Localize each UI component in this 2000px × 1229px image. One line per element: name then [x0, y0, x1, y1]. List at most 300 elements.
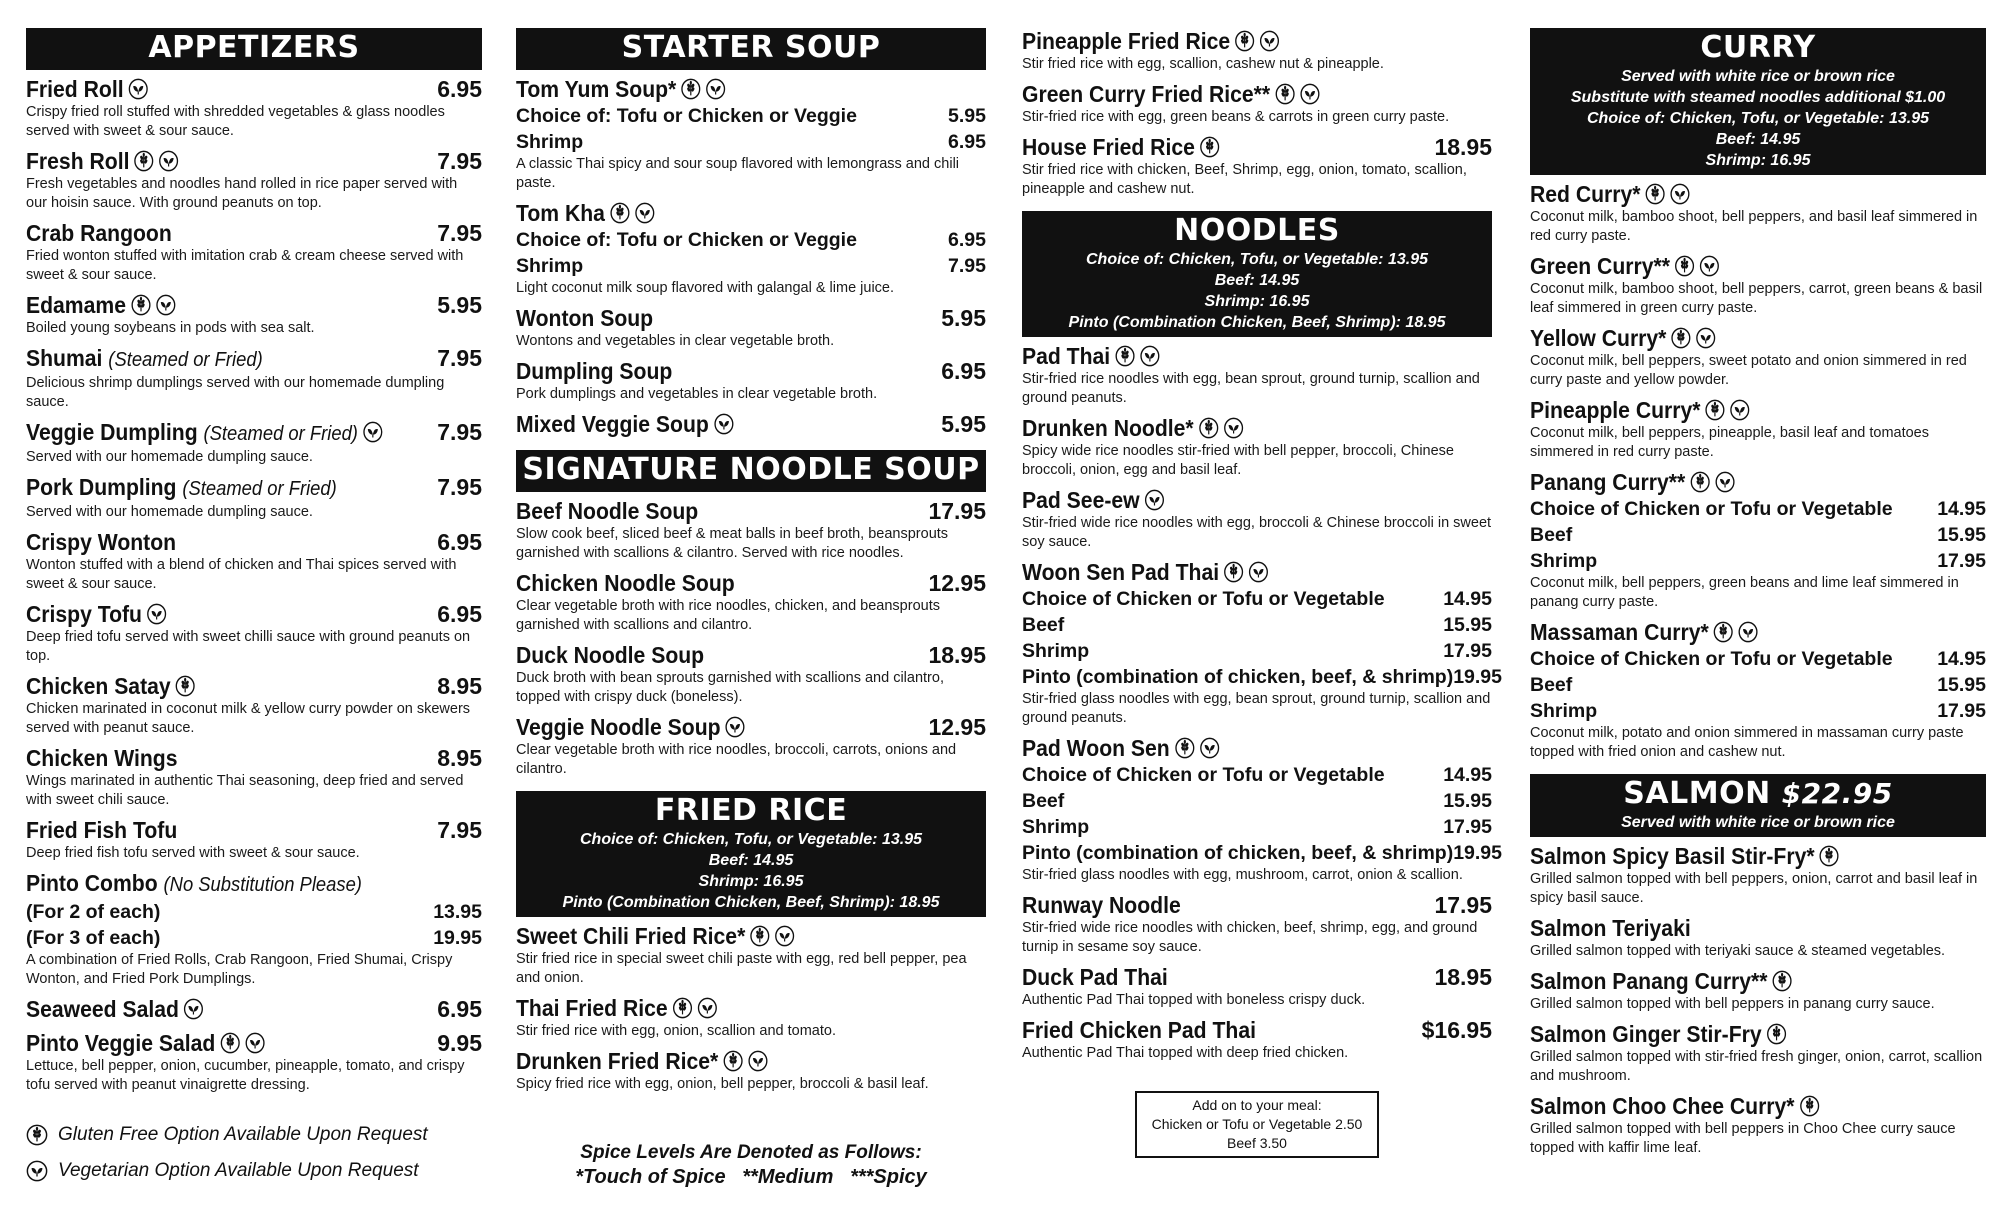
item-name: Duck Noodle Soup	[516, 642, 705, 668]
item-description: Served with our homemade dumpling sauce.	[26, 449, 313, 465]
item-description: Stir fried rice with chicken, Beef, Shrimp, egg, onion, tomato, scallion, pineapple and cashew nut.	[1022, 162, 1467, 197]
item-description: Lettuce, bell pepper, onion, cucumber, pineapple, tomato, and crispy tofu served with peanut vinaigrette dressing.	[26, 1058, 465, 1093]
option-label: Choice of: Tofu or Chicken or Veggie	[516, 229, 857, 251]
item-description: Fried wonton stuffed with imitation crab & cream cheese served with sweet & sour sauce.	[26, 248, 464, 283]
item-description: Slow cook beef, sliced beef & meat balls in beef broth, beansprouts garnished with scallions & cilantro. Served with rice noodles.	[516, 526, 949, 561]
item-name: Panang Curry**	[1530, 469, 1686, 495]
item-description: Stir fried rice with egg, scallion, cashew nut & pineapple.	[1022, 56, 1384, 72]
option-price: 13.95	[433, 901, 482, 923]
menu-item	[516, 200, 986, 298]
item-name: Veggie Noodle Soup	[516, 714, 721, 740]
item-description: Fresh vegetables and noodles hand rolled in rice paper served with our hoisin sauce. With ground peanuts on top.	[26, 176, 458, 211]
menu-item	[516, 570, 986, 635]
item-name: Woon Sen Pad Thai	[1022, 559, 1220, 585]
item-price: 7.95	[437, 148, 482, 174]
leaf-icon	[1140, 345, 1160, 367]
leaf-icon	[1699, 255, 1719, 277]
item-price: 18.95	[1434, 134, 1492, 160]
salmon-header	[1530, 774, 1986, 837]
item-note: (Steamed or Fried)	[108, 349, 263, 371]
wheat-icon	[1224, 561, 1244, 583]
item-description: Coconut milk, bell peppers, green beans and lime leaf simmered in panang curry paste.	[1530, 575, 1959, 610]
menu-item	[26, 745, 482, 810]
item-price: 7.95	[437, 817, 482, 843]
item-name: Tom Kha	[516, 200, 605, 226]
item-name: Sweet Chili Fried Rice*	[516, 923, 746, 949]
wheat-icon	[672, 997, 692, 1019]
item-description: Authentic Pad Thai topped with boneless crispy duck.	[1022, 992, 1366, 1008]
option-price: 14.95	[1443, 588, 1492, 610]
option-price: 15.95	[1937, 674, 1986, 696]
item-description: Wings marinated in authentic Thai seasoning, deep fried and served with sweet chili sauce.	[26, 773, 464, 808]
item-name: Fried Chicken Pad Thai	[1022, 1017, 1256, 1043]
wheat-icon	[723, 1050, 743, 1072]
item-description: Grilled salmon topped with bell peppers in Choo Chee curry sauce topped with kaffir lime leaf.	[1530, 1121, 1956, 1156]
item-name: Chicken Noodle Soup	[516, 570, 735, 596]
noodles-price-line: Pinto (Combination Chicken, Beef, Shrimp): 18.95	[1068, 314, 1446, 331]
add-on-option: Beef 3.50	[1227, 1135, 1287, 1151]
fried-rice-price-line: Choice of: Chicken, Tofu, or Vegetable: 13.95	[580, 831, 922, 848]
option-price: 19.95	[1453, 666, 1503, 688]
starter-soup-title: STARTER SOUP	[621, 30, 881, 65]
wheat-icon	[1198, 417, 1218, 439]
option-label: Beef	[1022, 614, 1065, 636]
option-price: 17.95	[1443, 816, 1492, 838]
wheat-icon	[1645, 183, 1665, 205]
item-price: 6.95	[437, 529, 482, 555]
menu-item	[26, 817, 482, 863]
wheat-icon	[750, 925, 770, 947]
item-name: Dumpling Soup	[516, 358, 673, 384]
menu-item	[516, 1048, 986, 1094]
item-name: Runway Noodle	[1022, 892, 1181, 918]
item-name: Shumai	[26, 345, 103, 371]
option-label: Pinto (combination of chicken, beef, & shrimp)	[1022, 666, 1454, 688]
leaf-icon	[1300, 83, 1320, 105]
add-on-option: Chicken or Tofu or Vegetable 2.50	[1151, 1116, 1363, 1132]
item-price: 6.95	[941, 358, 986, 384]
noodles-price-line: Choice of: Chicken, Tofu, or Vegetable: 13.95	[1086, 251, 1428, 268]
noodles-price-line: Shrimp: 16.95	[1204, 293, 1310, 310]
option-label: Shrimp	[516, 131, 584, 153]
menu-item	[1530, 968, 1986, 1014]
menu-item	[1022, 735, 1503, 885]
menu-item	[26, 529, 482, 594]
signature-noodle-soup-title: SIGNATURE NOODLE SOUP	[522, 452, 980, 487]
noodles-header	[1022, 211, 1492, 337]
item-description: Stir fried rice in special sweet chili paste with egg, red bell pepper, pea and onion.	[516, 951, 967, 986]
column-appetizers	[26, 28, 482, 1189]
leaf-icon	[245, 1032, 265, 1054]
wheat-icon	[1275, 83, 1295, 105]
spice-levels-title: Spice Levels Are Denoted as Follows:	[580, 1142, 922, 1163]
item-note: (Steamed or Fried)	[203, 423, 358, 445]
starter-soup-header	[516, 28, 986, 70]
column-rice-noodles	[1022, 28, 1503, 1158]
wheat-icon	[1235, 30, 1255, 52]
item-description: Coconut milk, potato and onion simmered in massaman curry paste topped with fried onion and cashew nut.	[1530, 725, 1964, 760]
legend-vegetarian: Vegetarian Option Available Upon Request	[58, 1160, 419, 1181]
option-label: Choice of Chicken or Tofu or Vegetable	[1022, 764, 1385, 786]
item-name: Seaweed Salad	[26, 996, 179, 1022]
leaf-icon	[159, 150, 179, 172]
fried-rice-title: FRIED RICE	[654, 793, 848, 828]
leaf-icon	[1738, 621, 1758, 643]
item-name: Pineapple Curry*	[1530, 397, 1701, 423]
leaf-icon	[748, 1050, 768, 1072]
leaf-icon	[634, 202, 654, 224]
menu-item	[26, 345, 482, 412]
option-price: 5.95	[948, 105, 986, 127]
item-price: 18.95	[928, 642, 986, 668]
leaf-icon	[147, 603, 167, 625]
option-price: 17.95	[1937, 550, 1986, 572]
fried-rice-price-line: Pinto (Combination Chicken, Beef, Shrimp): 18.95	[562, 894, 940, 911]
item-name: Massaman Curry*	[1530, 619, 1709, 645]
item-price: 7.95	[437, 474, 482, 500]
item-price: 17.95	[928, 498, 986, 524]
item-description: Stir-fried wide rice noodles with chicken, beef, shrimp, egg, and ground turnip in sesame soy sauce.	[1022, 920, 1478, 955]
item-name: Thai Fried Rice	[516, 995, 668, 1021]
item-description: Served with our homemade dumpling sauce.	[26, 504, 313, 520]
item-name: Pinto Veggie Salad	[26, 1030, 216, 1056]
option-label: Beef	[1530, 524, 1573, 546]
menu-item	[1530, 181, 1986, 246]
menu-item	[26, 419, 482, 467]
option-label: Shrimp	[1022, 640, 1090, 662]
appetizers-header	[26, 28, 482, 70]
appetizers-title: APPETIZERS	[148, 30, 360, 65]
curry-info-line: Substitute with steamed noodles additional $1.00	[1570, 89, 1946, 106]
option-price: 6.95	[948, 131, 986, 153]
item-name: Salmon Choo Chee Curry*	[1530, 1093, 1795, 1119]
menu-item	[26, 148, 482, 213]
item-price: $16.95	[1421, 1017, 1492, 1043]
wheat-icon	[1819, 845, 1839, 867]
option-price: 19.95	[1453, 842, 1503, 864]
add-on-title: Add on to your meal:	[1192, 1097, 1322, 1113]
wheat-icon	[1671, 327, 1691, 349]
item-description: Coconut milk, bamboo shoot, bell peppers, carrot, green beans & basil leaf simmered in green curry paste.	[1530, 281, 1983, 316]
menu-item	[26, 292, 482, 338]
item-description: Grilled salmon topped with stir-fried fresh ginger, onion, carrot, scallion and mushroom.	[1530, 1049, 1983, 1084]
salmon-title: SALMON	[1623, 776, 1771, 811]
wheat-icon	[131, 294, 151, 316]
item-price: 6.95	[437, 996, 482, 1022]
spice-levels-list: *Touch of Spice **Medium ***Spicy	[575, 1166, 927, 1188]
item-name: Pad Thai	[1022, 343, 1111, 369]
menu-item	[1530, 397, 1986, 462]
menu-item	[516, 76, 986, 193]
option-price: 6.95	[948, 229, 986, 251]
column-soups-rice	[516, 28, 986, 1190]
item-price: 6.95	[437, 76, 482, 102]
fried-rice-price-line: Shrimp: 16.95	[698, 873, 804, 890]
wheat-icon	[175, 675, 195, 697]
item-description: A combination of Fried Rolls, Crab Rangoon, Fried Shumai, Crispy Wonton, and Fried Pork Dumplings.	[26, 952, 453, 987]
item-price: 9.95	[437, 1030, 482, 1056]
curry-info-line: Served with white rice or brown rice	[1621, 68, 1895, 85]
option-label: Choice of: Tofu or Chicken or Veggie	[516, 105, 857, 127]
menu-item	[1022, 134, 1492, 199]
item-name: Chicken Wings	[26, 745, 178, 771]
wheat-icon	[26, 1124, 48, 1146]
menu-item	[1022, 487, 1492, 552]
item-description: Stir-fried rice noodles with egg, bean sprout, ground turnip, scallion and ground peanuts.	[1022, 371, 1480, 406]
wheat-icon	[1690, 471, 1710, 493]
item-name: Drunken Noodle*	[1022, 415, 1194, 441]
item-name: Wonton Soup	[516, 305, 654, 331]
noodles-price-line: Beef: 14.95	[1214, 272, 1300, 289]
item-price: 5.95	[437, 292, 482, 318]
curry-info-line: Shrimp: 16.95	[1705, 152, 1811, 169]
menu-item	[516, 642, 986, 707]
salmon-info-line: Served with white rice or brown rice	[1621, 814, 1895, 831]
item-name: Pad Woon Sen	[1022, 735, 1170, 761]
item-name: Salmon Teriyaki	[1530, 915, 1691, 941]
leaf-icon	[1670, 183, 1690, 205]
item-name: Green Curry Fried Rice**	[1022, 81, 1271, 107]
menu-item	[1530, 253, 1986, 318]
menu-item	[1530, 843, 1986, 908]
item-name: Crispy Tofu	[26, 601, 142, 627]
fried-rice-header	[516, 791, 986, 917]
option-price: 15.95	[1443, 790, 1492, 812]
item-description: Grilled salmon topped with teriyaki sauce & steamed vegetables.	[1530, 943, 1946, 959]
item-description: Clear vegetable broth with rice noodles, broccoli, carrots, onions and cilantro.	[516, 742, 957, 777]
menu-item	[516, 305, 986, 351]
item-description: Grilled salmon topped with bell peppers in panang curry sauce.	[1530, 996, 1935, 1012]
leaf-icon	[155, 294, 175, 316]
leaf-icon	[26, 1160, 48, 1182]
item-description: Crispy fried roll stuffed with shredded vegetables & glass noodles served with sweet & sour sauce.	[26, 104, 445, 139]
option-price: 14.95	[1443, 764, 1492, 786]
curry-title: CURRY	[1700, 30, 1816, 65]
leaf-icon	[775, 925, 795, 947]
item-price: 7.95	[437, 419, 482, 445]
item-name: Fresh Roll	[26, 148, 130, 174]
wheat-icon	[1174, 737, 1194, 759]
curry-info-line: Choice of: Chicken, Tofu, or Vegetable: 13.95	[1587, 110, 1929, 127]
option-price: 19.95	[433, 927, 482, 949]
option-price: 15.95	[1443, 614, 1492, 636]
option-price: 14.95	[1937, 498, 1986, 520]
wheat-icon	[134, 150, 154, 172]
item-name: Salmon Ginger Stir-Fry	[1530, 1021, 1762, 1047]
menu-item	[1022, 81, 1492, 127]
item-description: Coconut milk, bell peppers, sweet potato and onion simmered in red curry paste and yellow powder.	[1530, 353, 1967, 388]
column-curry-salmon	[1530, 28, 1986, 1165]
menu-item	[26, 673, 482, 738]
wheat-icon	[1772, 970, 1792, 992]
leaf-icon	[184, 998, 204, 1020]
option-price: 17.95	[1443, 640, 1492, 662]
option-label: Choice of Chicken or Tofu or Vegetable	[1530, 498, 1893, 520]
item-price: 8.95	[437, 745, 482, 771]
item-description: Stir-fried wide rice noodles with egg, broccoli & Chinese broccoli in sweet soy sauce.	[1022, 515, 1492, 550]
item-name: Veggie Dumpling	[26, 419, 198, 445]
menu-item	[516, 923, 986, 988]
noodles-title: NOODLES	[1174, 213, 1340, 248]
item-name: Fried Fish Tofu	[26, 817, 178, 843]
wheat-icon	[1713, 621, 1733, 643]
menu-item	[516, 411, 986, 438]
wheat-icon	[1199, 136, 1219, 158]
item-price: 18.95	[1434, 964, 1492, 990]
item-price: 12.95	[928, 570, 986, 596]
item-name: Chicken Satay	[26, 673, 171, 699]
option-price: 17.95	[1937, 700, 1986, 722]
item-name: Pad See-ew	[1022, 487, 1140, 513]
item-name: Pinto Combo	[26, 870, 158, 896]
wheat-icon	[610, 202, 630, 224]
item-description: Stir-fried rice with egg, green beans & carrots in green curry paste.	[1022, 109, 1450, 125]
menu-item	[1022, 559, 1503, 728]
item-name: Red Curry*	[1530, 181, 1641, 207]
salmon-price: $22.95	[1781, 777, 1893, 810]
menu-item	[1530, 915, 1986, 961]
item-price: 7.95	[437, 345, 482, 371]
item-name: House Fried Rice	[1022, 134, 1195, 160]
menu-item	[1530, 619, 1986, 762]
item-note: (No Substitution Please)	[163, 874, 362, 896]
item-price: 5.95	[941, 305, 986, 331]
option-price: 14.95	[1937, 648, 1986, 670]
item-description: Wontons and vegetables in clear vegetable broth.	[516, 333, 835, 349]
leaf-icon	[706, 78, 726, 100]
menu-item	[1022, 892, 1492, 957]
menu-item	[26, 996, 482, 1023]
option-price: 7.95	[948, 255, 986, 277]
option-label: Pinto (combination of chicken, beef, & shrimp)	[1022, 842, 1454, 864]
leaf-icon	[1199, 737, 1219, 759]
menu-item	[26, 474, 482, 522]
item-description: Authentic Pad Thai topped with deep fried chicken.	[1022, 1045, 1349, 1061]
item-price: 8.95	[437, 673, 482, 699]
item-description: Coconut milk, bamboo shoot, bell peppers, and basil leaf simmered in red curry paste.	[1530, 209, 1978, 244]
item-description: Spicy wide rice noodles stir-fried with bell pepper, broccoli, Chinese broccoli, onion, egg and basil leaf.	[1022, 443, 1454, 478]
leaf-icon	[1696, 327, 1716, 349]
item-name: Tom Yum Soup*	[516, 76, 677, 102]
option-label: (For 3 of each)	[26, 927, 161, 949]
menu-item	[516, 498, 986, 563]
option-label: (For 2 of each)	[26, 901, 161, 923]
menu-item	[516, 995, 986, 1041]
menu-item	[1022, 415, 1492, 480]
signature-noodle-soup-header	[516, 450, 986, 492]
option-price: 15.95	[1937, 524, 1986, 546]
item-description: Stir-fried glass noodles with egg, bean sprout, ground turnip, scallion and ground peanuts.	[1022, 691, 1491, 726]
item-note: (Steamed or Fried)	[182, 478, 337, 500]
option-label: Shrimp	[1022, 816, 1090, 838]
menu-item	[1022, 343, 1492, 408]
fried-rice-price-line: Beef: 14.95	[708, 852, 794, 869]
item-price: 12.95	[928, 714, 986, 740]
leaf-icon	[725, 716, 745, 738]
item-description: Boiled young soybeans in pods with sea salt.	[26, 320, 315, 336]
item-description: Duck broth with bean sprouts garnished with scallions and cilantro, topped with crispy duck (boneless).	[516, 670, 944, 705]
item-name: Beef Noodle Soup	[516, 498, 699, 524]
wheat-icon	[681, 78, 701, 100]
item-name: Crispy Wonton	[26, 529, 177, 555]
item-description: Wonton stuffed with a blend of chicken and Thai spices served with sweet & sour sauce.	[26, 557, 457, 592]
leaf-icon	[1260, 30, 1280, 52]
item-description: Spicy fried rice with egg, onion, bell pepper, broccoli & basil leaf.	[516, 1076, 929, 1092]
legend	[26, 1117, 482, 1189]
item-description: Stir-fried glass noodles with egg, mushroom, carrot, onion & scallion.	[1022, 867, 1463, 883]
item-description: Deep fried tofu served with sweet chilli sauce with ground peanuts on top.	[26, 629, 471, 664]
option-label: Shrimp	[1530, 550, 1598, 572]
item-description: Delicious shrimp dumplings served with our homemade dumpling sauce.	[26, 375, 445, 410]
menu-item	[516, 714, 986, 779]
menu-item	[26, 1030, 482, 1095]
item-description: Coconut milk, bell peppers, pineapple, basil leaf and tomatoes simmered in red curry paste.	[1530, 425, 1929, 460]
item-name: Yellow Curry*	[1530, 325, 1667, 351]
item-description: Pork dumplings and vegetables in clear vegetable broth.	[516, 386, 878, 402]
wheat-icon	[1766, 1023, 1786, 1045]
wheat-icon	[1705, 399, 1725, 421]
item-description: Grilled salmon topped with bell peppers, onion, carrot and basil leaf in spicy basil sauce.	[1530, 871, 1978, 906]
item-name: Salmon Panang Curry**	[1530, 968, 1768, 994]
item-name: Mixed Veggie Soup	[516, 411, 709, 437]
menu-item	[1530, 1021, 1986, 1086]
item-description: Clear vegetable broth with rice noodles, chicken, and beansprouts garnished with scallions and cilantro.	[516, 598, 940, 633]
curry-info-line: Beef: 14.95	[1715, 131, 1801, 148]
item-description: Chicken marinated in coconut milk & yellow curry powder on skewers served with peanut sauce.	[26, 701, 471, 736]
spice-levels	[516, 1140, 986, 1190]
option-label: Shrimp	[516, 255, 584, 277]
leaf-icon	[1249, 561, 1269, 583]
wheat-icon	[1115, 345, 1135, 367]
item-price: 7.95	[437, 220, 482, 246]
wheat-icon	[1675, 255, 1695, 277]
add-on-box	[1135, 1091, 1379, 1158]
wheat-icon	[220, 1032, 240, 1054]
menu-item	[26, 220, 482, 285]
menu-item	[1022, 964, 1492, 1010]
option-label: Choice of Chicken or Tofu or Vegetable	[1530, 648, 1893, 670]
leaf-icon	[1715, 471, 1735, 493]
leaf-icon	[697, 997, 717, 1019]
option-label: Beef	[1530, 674, 1573, 696]
item-name: Fried Roll	[26, 76, 124, 102]
item-description: Light coconut milk soup flavored with galangal & lime juice.	[516, 280, 895, 296]
item-name: Green Curry**	[1530, 253, 1670, 279]
menu-item	[516, 358, 986, 404]
leaf-icon	[128, 78, 148, 100]
item-name: Edamame	[26, 292, 126, 318]
wheat-icon	[1799, 1095, 1819, 1117]
menu-item	[1530, 469, 1986, 612]
menu-item	[26, 870, 482, 989]
item-price: 17.95	[1434, 892, 1492, 918]
menu-item	[1022, 28, 1492, 74]
curry-header	[1530, 28, 1986, 175]
leaf-icon	[363, 421, 383, 443]
option-label: Shrimp	[1530, 700, 1598, 722]
menu-item	[1022, 1017, 1492, 1063]
leaf-icon	[713, 413, 733, 435]
item-price: 5.95	[941, 411, 986, 437]
item-name: Pineapple Fried Rice	[1022, 28, 1231, 54]
item-name: Salmon Spicy Basil Stir-Fry*	[1530, 843, 1815, 869]
leaf-icon	[1144, 489, 1164, 511]
menu-item	[1530, 1093, 1986, 1158]
option-label: Choice of Chicken or Tofu or Vegetable	[1022, 588, 1385, 610]
menu-item	[26, 601, 482, 666]
item-description: Stir fried rice with egg, onion, scallion and tomato.	[516, 1023, 836, 1039]
option-label: Beef	[1022, 790, 1065, 812]
